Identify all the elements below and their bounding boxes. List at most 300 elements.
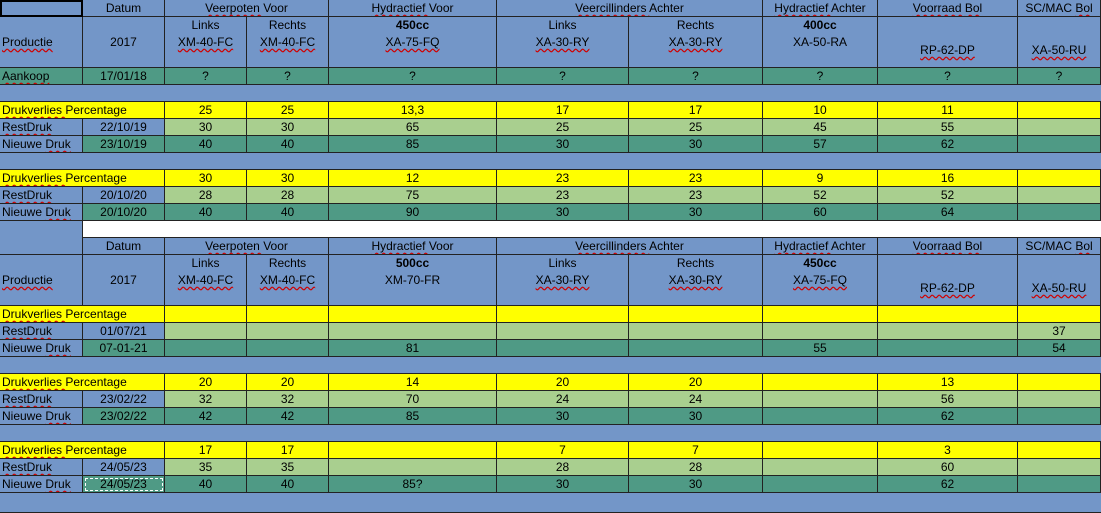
spacer-3-cell[interactable]: [0, 357, 1101, 374]
cell-header-corner[interactable]: [0, 238, 83, 255]
cell-nieuwe-druk-value[interactable]: [763, 340, 878, 357]
cell-drukverlies-label[interactable]: [0, 306, 165, 323]
cell-production-datum[interactable]: [83, 17, 165, 68]
cell-text: 20: [555, 375, 570, 389]
cell-drukverlies-value[interactable]: [878, 170, 1018, 187]
cell-production-6[interactable]: [629, 255, 763, 306]
cell-nieuwe-druk-value[interactable]: [763, 408, 878, 425]
cell-text: 17/01/18: [100, 69, 147, 83]
cell-nieuwe-druk-value[interactable]: [329, 340, 497, 357]
cell-restdruk-value[interactable]: [1018, 119, 1101, 136]
cell-restdruk-date[interactable]: [83, 187, 165, 204]
cell-text: 20: [688, 375, 703, 389]
row-restdruk: [0, 187, 1101, 204]
cell-drukverlies-value[interactable]: [247, 442, 329, 459]
cell-nieuwe-druk-value[interactable]: [878, 340, 1018, 357]
cell-aankoop-value[interactable]: [497, 68, 629, 85]
cell-drukverlies-value[interactable]: [329, 170, 497, 187]
block2-production-row: [0, 255, 1101, 306]
cell-header-scmac-bol[interactable]: [1018, 238, 1101, 255]
cell-restdruk-date[interactable]: [83, 459, 165, 476]
cell-header-hydractief-voor[interactable]: [329, 0, 497, 17]
cell-text: Hydractief Achter: [774, 1, 866, 15]
cell-header-veercillinders-achter[interactable]: [497, 0, 763, 17]
cell-restdruk-value[interactable]: [497, 459, 629, 476]
cell-header-datum[interactable]: [83, 0, 165, 17]
cell-drukverlies-value[interactable]: [247, 374, 329, 391]
cell-text: 30: [280, 171, 295, 185]
cell-text: 30: [688, 409, 703, 423]
cell-drukverlies-value[interactable]: [497, 374, 629, 391]
cell-production-7[interactable]: [763, 17, 878, 68]
cell-text: Drukverlies Percentage: [2, 171, 127, 185]
cell-drukverlies-value[interactable]: [497, 442, 629, 459]
spacer-white-b[interactable]: [83, 221, 1101, 238]
cell-drukverlies-value[interactable]: [497, 306, 629, 323]
spacer-1-cell[interactable]: [0, 85, 1101, 102]
cell-restdruk-value[interactable]: [763, 459, 878, 476]
cell-header-veercillinders-achter[interactable]: [497, 238, 763, 255]
cell-restdruk-label[interactable]: [0, 187, 83, 204]
spacer-bottom-cell[interactable]: [0, 493, 1101, 513]
cell-restdruk-value[interactable]: [165, 187, 247, 204]
cell-restdruk-value[interactable]: [497, 119, 629, 136]
cell-nieuwe-druk-value[interactable]: [247, 340, 329, 357]
row-restdruk: [0, 391, 1101, 408]
cell-production-datum[interactable]: [83, 255, 165, 306]
cell-text: ?: [202, 69, 209, 83]
row-restdruk: [0, 119, 1101, 136]
cell-restdruk-value[interactable]: [629, 459, 763, 476]
cell-production-4[interactable]: [329, 255, 497, 306]
cell-drukverlies-label[interactable]: [0, 374, 165, 391]
cell-nieuwe-druk-value[interactable]: [878, 204, 1018, 221]
cell-text: [878, 25, 1017, 42]
cell-text: Links: [191, 18, 220, 32]
cell-text: 32: [280, 392, 295, 406]
cell-restdruk-value[interactable]: [497, 323, 629, 340]
cell-aankoop-label[interactable]: [0, 68, 83, 85]
cell-restdruk-value[interactable]: [329, 323, 497, 340]
cell-restdruk-value[interactable]: [629, 119, 763, 136]
cell-text: 25: [198, 103, 213, 117]
cell-nieuwe-druk-value[interactable]: [497, 476, 629, 493]
cell-restdruk-date[interactable]: [83, 323, 165, 340]
cell-text: Nieuwe Druk: [2, 205, 71, 219]
row-drukverlies: [0, 102, 1101, 119]
cell-restdruk-value[interactable]: [165, 459, 247, 476]
cell-drukverlies-value[interactable]: [763, 306, 878, 323]
cell-text: XM-40-FC: [259, 273, 316, 287]
cell-text: 20: [198, 375, 213, 389]
cell-nieuwe-druk-label[interactable]: [0, 340, 83, 357]
cell-text: [878, 263, 1017, 280]
cell-restdruk-label[interactable]: [0, 119, 83, 136]
cell-drukverlies-value[interactable]: [497, 170, 629, 187]
cell-aankoop-value[interactable]: [247, 68, 329, 85]
cell-restdruk-value[interactable]: [165, 323, 247, 340]
cell-drukverlies-value[interactable]: [1018, 170, 1101, 187]
cell-production-3[interactable]: [247, 255, 329, 306]
cell-nieuwe-druk-value[interactable]: [497, 204, 629, 221]
row-drukverlies: [0, 374, 1101, 391]
cell-restdruk-value[interactable]: [629, 391, 763, 408]
cell-header-scmac-bol[interactable]: [1018, 0, 1101, 17]
cell-text: 17: [280, 443, 295, 457]
cell-restdruk-value[interactable]: [1018, 187, 1101, 204]
cell-restdruk-value[interactable]: [878, 187, 1018, 204]
cell-drukverlies-value[interactable]: [165, 170, 247, 187]
cell-text: 20/10/20: [100, 188, 147, 202]
cell-nieuwe-druk-value[interactable]: [497, 136, 629, 153]
cell-text: Veercillinders Achter: [575, 1, 684, 15]
cell-drukverlies-value[interactable]: [763, 374, 878, 391]
cell-nieuwe-druk-value[interactable]: [497, 340, 629, 357]
cell-nieuwe-druk-label[interactable]: [0, 408, 83, 425]
cell-text: Nieuwe Druk: [2, 341, 71, 355]
cell-header-datum[interactable]: [83, 238, 165, 255]
cell-text: RP-62-DP: [920, 281, 975, 295]
cell-nieuwe-druk-value[interactable]: [247, 136, 329, 153]
row-restdruk: [0, 323, 1101, 340]
cell-drukverlies-value[interactable]: [763, 442, 878, 459]
cell-text: 40: [280, 477, 295, 491]
cell-text: XM-40-FC: [177, 273, 234, 287]
cell-restdruk-value[interactable]: [165, 391, 247, 408]
cell-restdruk-value[interactable]: [1018, 391, 1101, 408]
cell-restdruk-label[interactable]: [0, 391, 83, 408]
cell-nieuwe-druk-value[interactable]: [329, 136, 497, 153]
cell-nieuwe-druk-value[interactable]: [878, 136, 1018, 153]
cell-nieuwe-druk-value[interactable]: [329, 476, 497, 493]
cell-header-hydractief-achter[interactable]: [763, 0, 878, 17]
cell-text: 24: [555, 392, 570, 406]
cell-text: 450cc: [803, 256, 837, 270]
cell-text: 30: [555, 477, 570, 491]
cell-text: Rechts: [676, 256, 715, 270]
cell-text: 40: [198, 137, 213, 151]
cell-restdruk-value[interactable]: [1018, 323, 1101, 340]
cell-restdruk-value[interactable]: [878, 119, 1018, 136]
cell-nieuwe-druk-value[interactable]: [1018, 136, 1101, 153]
cell-text: 40: [198, 205, 213, 219]
cell-aankoop-value[interactable]: [83, 68, 165, 85]
cell-nieuwe-druk-value[interactable]: [165, 340, 247, 357]
cell-text: 85?: [402, 477, 423, 491]
spacer-bottom: [0, 493, 1101, 513]
cell-text: 60: [940, 460, 955, 474]
cell-header-hydractief-achter[interactable]: [763, 238, 878, 255]
cell-drukverlies-value[interactable]: [165, 306, 247, 323]
cell-text: 23/02/22: [100, 392, 147, 406]
cell-drukverlies-value[interactable]: [247, 170, 329, 187]
cell-text: XA-30-RY: [535, 273, 590, 287]
cell-nieuwe-druk-value[interactable]: [247, 476, 329, 493]
cell-production-7[interactable]: [763, 255, 878, 306]
cell-drukverlies-value[interactable]: [629, 102, 763, 119]
spacer-white-a[interactable]: [0, 221, 83, 238]
cell-production-2[interactable]: [165, 17, 247, 68]
cell-restdruk-value[interactable]: [878, 323, 1018, 340]
cell-text: Links: [548, 256, 577, 270]
cell-restdruk-date[interactable]: [83, 391, 165, 408]
cell-drukverlies-value[interactable]: [329, 374, 497, 391]
cell-text: 52: [813, 188, 827, 202]
cell-text: 28: [688, 460, 703, 474]
cell-nieuwe-druk-label[interactable]: [0, 204, 83, 221]
cell-text: 23/10/19: [100, 137, 147, 151]
cell-text: 500cc: [395, 256, 430, 270]
cell-nieuwe-druk-label[interactable]: [0, 476, 83, 493]
cell-text: 55: [813, 341, 827, 355]
row-drukverlies: [0, 306, 1101, 323]
cell-drukverlies-value[interactable]: [878, 374, 1018, 391]
cell-text: XA-30-RY: [668, 273, 723, 287]
cell-text: Nieuwe Druk: [2, 409, 71, 423]
cell-drukverlies-value[interactable]: [329, 442, 497, 459]
cell-text: 17: [198, 443, 213, 457]
cell-text: Rechts: [268, 18, 307, 32]
cell-text: RestDruk: [2, 188, 53, 202]
cell-text: 28: [198, 188, 213, 202]
cell-nieuwe-druk-value[interactable]: [1018, 204, 1101, 221]
cell-drukverlies-value[interactable]: [878, 102, 1018, 119]
cell-drukverlies-value[interactable]: [1018, 102, 1101, 119]
cell-nieuwe-druk-value[interactable]: [1018, 408, 1101, 425]
cell-text: 30: [555, 205, 570, 219]
cell-nieuwe-druk-label[interactable]: [0, 136, 83, 153]
cell-nieuwe-druk-date[interactable]: [83, 136, 165, 153]
cell-production-5[interactable]: [497, 17, 629, 68]
cell-text: 11: [941, 103, 954, 117]
cell-drukverlies-value[interactable]: [329, 306, 497, 323]
cell-text: XA-75-FQ: [385, 35, 440, 49]
cell-drukverlies-value[interactable]: [763, 170, 878, 187]
cell-text: ?: [944, 69, 951, 83]
cell-text: 17: [688, 103, 703, 117]
cell-text: Hydractief Voor: [371, 1, 454, 15]
cell-aankoop-value[interactable]: [878, 68, 1018, 85]
cell-text: 42: [198, 409, 213, 423]
cell-nieuwe-druk-date[interactable]: [83, 476, 165, 493]
cell-restdruk-value[interactable]: [763, 187, 878, 204]
cell-text: ?: [816, 69, 824, 83]
cell-restdruk-value[interactable]: [247, 187, 329, 204]
cell-nieuwe-druk-value[interactable]: [329, 408, 497, 425]
cell-drukverlies-value[interactable]: [1018, 442, 1101, 459]
cell-nieuwe-druk-value[interactable]: [329, 204, 497, 221]
cell-restdruk-value[interactable]: [247, 323, 329, 340]
cell-nieuwe-druk-value[interactable]: [497, 408, 629, 425]
cell-restdruk-value[interactable]: [247, 391, 329, 408]
cell-text: Nieuwe Druk: [2, 477, 71, 491]
cell-drukverlies-value[interactable]: [629, 374, 763, 391]
cell-text: Veerpoten Voor: [205, 1, 288, 15]
cell-text: 62: [940, 137, 955, 151]
cell-drukverlies-value[interactable]: [247, 102, 329, 119]
cell-text: 2017: [110, 35, 137, 49]
cell-restdruk-label[interactable]: [0, 323, 83, 340]
cell-nieuwe-druk-value[interactable]: [165, 136, 247, 153]
cell-header-hydractief-voor[interactable]: [329, 238, 497, 255]
cell-drukverlies-value[interactable]: [629, 170, 763, 187]
spacer-4: [0, 425, 1101, 442]
cell-text: ?: [1055, 69, 1063, 83]
row-restdruk: [0, 459, 1101, 476]
cell-nieuwe-druk-value[interactable]: [1018, 476, 1101, 493]
cell-nieuwe-druk-value[interactable]: [878, 408, 1018, 425]
cell-drukverlies-value[interactable]: [247, 306, 329, 323]
cell-restdruk-value[interactable]: [329, 119, 497, 136]
cell-nieuwe-druk-value[interactable]: [165, 204, 247, 221]
cell-restdruk-value[interactable]: [329, 459, 497, 476]
cell-text: 23: [555, 188, 570, 202]
cell-text: 52: [940, 188, 955, 202]
cell-drukverlies-label[interactable]: [0, 170, 165, 187]
spacer-4-cell[interactable]: [0, 425, 1101, 442]
cell-aankoop-value[interactable]: [329, 68, 497, 85]
cell-nieuwe-druk-value[interactable]: [1018, 340, 1101, 357]
cell-nieuwe-druk-value[interactable]: [629, 476, 763, 493]
cell-text: Hydractief Achter: [774, 239, 866, 253]
cell-production-6[interactable]: [629, 17, 763, 68]
cell-text: XA-30-RY: [535, 35, 590, 49]
cell-drukverlies-value[interactable]: [1018, 374, 1101, 391]
cell-text: 07-01-21: [99, 341, 148, 355]
cell-drukverlies-value[interactable]: [629, 306, 763, 323]
cell-aankoop-value[interactable]: [1018, 68, 1101, 85]
spacer-3: [0, 357, 1101, 374]
cell-nieuwe-druk-value[interactable]: [629, 340, 763, 357]
cell-text: Veerpoten Voor: [205, 239, 288, 253]
cell-nieuwe-druk-value[interactable]: [763, 476, 878, 493]
cell-restdruk-value[interactable]: [763, 119, 878, 136]
cell-header-veerpoten-voor[interactable]: [165, 0, 329, 17]
cell-nieuwe-druk-value[interactable]: [629, 136, 763, 153]
cell-text: 22/10/19: [100, 120, 147, 134]
cell-restdruk-value[interactable]: [165, 119, 247, 136]
cell-nieuwe-druk-date[interactable]: [83, 340, 165, 357]
cell-text: Nieuwe Druk: [2, 137, 71, 151]
cell-text: 16: [940, 171, 955, 185]
cell-drukverlies-value[interactable]: [878, 442, 1018, 459]
cell-restdruk-label[interactable]: [0, 459, 83, 476]
cell-text: 45: [813, 120, 827, 134]
cell-text: 24/05/23: [100, 460, 147, 474]
cell-restdruk-value[interactable]: [329, 391, 497, 408]
cell-restdruk-date[interactable]: [83, 119, 165, 136]
cell-text: ?: [692, 69, 699, 83]
cell-text: Hydractief Voor: [371, 239, 454, 253]
cell-text: 7: [559, 443, 566, 457]
cell-restdruk-value[interactable]: [1018, 459, 1101, 476]
cell-nieuwe-druk-value[interactable]: [165, 408, 247, 425]
cell-restdruk-value[interactable]: [629, 323, 763, 340]
cell-aankoop-value[interactable]: [165, 68, 247, 85]
cell-aankoop-value[interactable]: [629, 68, 763, 85]
cell-production-label[interactable]: [0, 255, 83, 306]
cell-drukverlies-value[interactable]: [329, 102, 497, 119]
cell-restdruk-value[interactable]: [247, 459, 329, 476]
cell-restdruk-value[interactable]: [763, 323, 878, 340]
cell-header-corner[interactable]: [0, 0, 83, 17]
cell-header-veerpoten-voor[interactable]: [165, 238, 329, 255]
cell-nieuwe-druk-value[interactable]: [165, 476, 247, 493]
cell-restdruk-value[interactable]: [497, 187, 629, 204]
spacer-2-cell[interactable]: [0, 153, 1101, 170]
cell-nieuwe-druk-value[interactable]: [763, 204, 878, 221]
cell-drukverlies-value[interactable]: [165, 374, 247, 391]
cell-restdruk-value[interactable]: [497, 391, 629, 408]
cell-production-5[interactable]: [497, 255, 629, 306]
cell-restdruk-value[interactable]: [247, 119, 329, 136]
cell-text: ?: [559, 69, 566, 83]
cell-production-9[interactable]: [1018, 255, 1101, 306]
cell-drukverlies-value[interactable]: [165, 442, 247, 459]
cell-restdruk-value[interactable]: [329, 187, 497, 204]
cell-text: 450cc: [395, 18, 430, 32]
cell-nieuwe-druk-value[interactable]: [629, 204, 763, 221]
cell-drukverlies-value[interactable]: [878, 306, 1018, 323]
cell-production-3[interactable]: [247, 17, 329, 68]
cell-drukverlies-label[interactable]: [0, 442, 165, 459]
cell-aankoop-value[interactable]: [763, 68, 878, 85]
cell-production-4[interactable]: [329, 17, 497, 68]
cell-drukverlies-value[interactable]: [629, 442, 763, 459]
cell-text: 23: [688, 188, 703, 202]
cell-production-8[interactable]: [878, 255, 1018, 306]
cell-drukverlies-value[interactable]: [1018, 306, 1101, 323]
cell-restdruk-value[interactable]: [878, 459, 1018, 476]
cell-text: ?: [409, 69, 416, 83]
cell-nieuwe-druk-value[interactable]: [629, 408, 763, 425]
cell-text: [1018, 25, 1100, 42]
cell-text: 75: [405, 188, 420, 202]
cell-text: Drukverlies Percentage: [2, 103, 127, 117]
cell-drukverlies-value[interactable]: [763, 102, 878, 119]
cell-production-8[interactable]: [878, 17, 1018, 68]
cell-text: 30: [688, 205, 703, 219]
cell-production-label[interactable]: [0, 17, 83, 68]
cell-restdruk-value[interactable]: [878, 391, 1018, 408]
cell-text: 01/07/21: [100, 324, 147, 338]
cell-text: RestDruk: [2, 120, 53, 134]
cell-text: 57: [813, 137, 827, 151]
cell-header-voorraad-bol[interactable]: [878, 0, 1018, 17]
cell-nieuwe-druk-date[interactable]: [83, 408, 165, 425]
cell-text: XA-50-RU: [1031, 281, 1087, 295]
cell-text: 17: [555, 103, 570, 117]
cell-nieuwe-druk-value[interactable]: [247, 204, 329, 221]
cell-header-voorraad-bol[interactable]: [878, 238, 1018, 255]
cell-restdruk-value[interactable]: [629, 187, 763, 204]
cell-drukverlies-value[interactable]: [165, 102, 247, 119]
cell-production-2[interactable]: [165, 255, 247, 306]
cell-nieuwe-druk-value[interactable]: [763, 136, 878, 153]
cell-nieuwe-druk-value[interactable]: [247, 408, 329, 425]
cell-text: Veercillinders Achter: [575, 239, 684, 253]
cell-text: 14: [405, 375, 420, 389]
cell-restdruk-value[interactable]: [763, 391, 878, 408]
cell-text: ?: [284, 69, 291, 83]
cell-text: 85: [405, 137, 420, 151]
cell-text: 54: [1052, 341, 1066, 355]
cell-nieuwe-druk-value[interactable]: [878, 476, 1018, 493]
cell-production-9[interactable]: [1018, 17, 1101, 68]
cell-nieuwe-druk-date[interactable]: [83, 204, 165, 221]
cell-drukverlies-label[interactable]: [0, 102, 165, 119]
cell-drukverlies-value[interactable]: [497, 102, 629, 119]
